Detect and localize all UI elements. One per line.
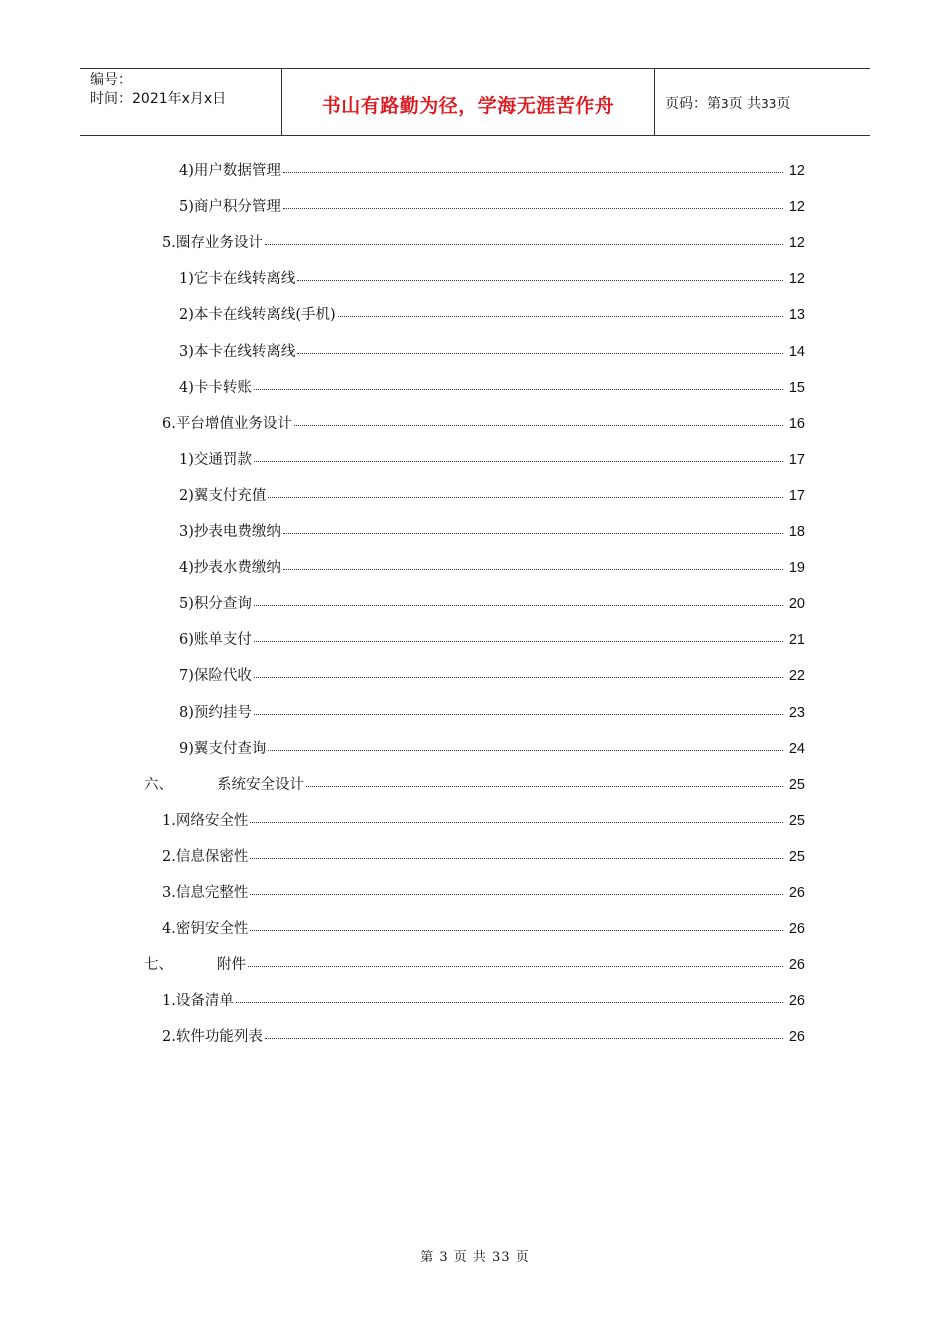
toc-entry[interactable] xyxy=(179,268,805,290)
toc-entry-number: 六、 xyxy=(144,777,173,793)
toc-dot-leader xyxy=(283,207,783,209)
toc-entry-label xyxy=(179,593,252,615)
toc-entry[interactable] xyxy=(179,702,805,724)
toc-entry[interactable] xyxy=(179,593,805,615)
toc-page-number: 13 xyxy=(788,307,805,323)
toc-entry-label xyxy=(179,341,295,363)
header-page-total: 33 xyxy=(761,97,777,111)
toc-entry-label xyxy=(144,954,246,976)
toc-entry-number: 5)积分查询 xyxy=(179,596,252,612)
toc-entry[interactable] xyxy=(162,232,805,254)
toc-entry-number: 1)交通罚款 xyxy=(179,452,252,468)
toc-dot-leader xyxy=(254,604,783,606)
toc-page-number: 12 xyxy=(788,199,805,215)
toc-page-number: 18 xyxy=(788,524,805,540)
toc-entry-number: 1)它卡在线转离线 xyxy=(179,271,296,287)
toc-entry-label xyxy=(179,629,252,651)
toc-entry-label xyxy=(179,449,252,471)
toc-dot-leader xyxy=(338,315,783,317)
toc-page-number: 15 xyxy=(788,380,805,396)
toc-page-number: 20 xyxy=(788,596,805,612)
toc-entry-number: 5.圈存业务设计 xyxy=(162,235,263,251)
toc-entry[interactable] xyxy=(144,774,805,796)
toc-dot-leader xyxy=(297,352,783,354)
toc-entry-number: 1.设备清单 xyxy=(162,993,234,1009)
toc-entry[interactable] xyxy=(162,882,805,904)
toc-page-number: 12 xyxy=(788,235,805,251)
toc-page-number: 25 xyxy=(788,813,805,829)
page-footer: 第 3 页 共 33 页 xyxy=(420,1250,530,1265)
toc-page-number: 26 xyxy=(788,921,805,937)
toc-dot-leader xyxy=(294,424,783,426)
header-page-current: 3 xyxy=(721,97,729,111)
toc-dot-leader xyxy=(268,496,783,498)
toc-dot-leader xyxy=(283,532,783,534)
toc-entry-label xyxy=(179,702,252,724)
toc-entry[interactable] xyxy=(179,521,805,543)
toc-entry-label xyxy=(162,918,248,940)
toc-entry[interactable] xyxy=(144,954,805,976)
toc-page-number: 26 xyxy=(788,1029,805,1045)
toc-page-number: 23 xyxy=(788,705,805,721)
toc-entry-label xyxy=(179,196,281,218)
toc-entry-label xyxy=(179,665,252,687)
toc-dot-leader xyxy=(306,785,783,787)
toc-entry-number: 2)本卡在线转离线(手机) xyxy=(179,307,336,323)
toc-dot-leader xyxy=(265,243,783,245)
toc-entry-label xyxy=(179,160,281,182)
toc-dot-leader xyxy=(268,749,783,751)
toc-page-number: 24 xyxy=(788,741,805,757)
toc-entry-label xyxy=(162,990,234,1012)
header-page-suffix: 页 xyxy=(776,96,791,112)
toc-entry-label xyxy=(162,1026,263,1048)
toc-entry-number: 7)保险代收 xyxy=(179,668,252,684)
toc-entry-number: 4)卡卡转账 xyxy=(179,380,252,396)
toc-dot-leader xyxy=(250,929,783,931)
toc-entry[interactable] xyxy=(179,377,805,399)
toc-entry-label xyxy=(179,521,281,543)
toc-entry-label xyxy=(162,882,248,904)
toc-entry-number: 4)用户数据管理 xyxy=(179,163,281,179)
toc-dot-leader xyxy=(283,171,783,173)
toc-page-number: 26 xyxy=(788,885,805,901)
toc-dot-leader xyxy=(254,713,783,715)
toc-entry-number: 4.密钥安全性 xyxy=(162,921,249,937)
toc-dot-leader xyxy=(236,1001,783,1003)
toc-dot-leader xyxy=(283,568,783,570)
toc-page-number: 21 xyxy=(788,632,805,648)
toc-entry[interactable] xyxy=(179,738,805,760)
toc-dot-leader xyxy=(248,965,783,967)
toc-entry-label xyxy=(162,232,263,254)
toc-entry-label xyxy=(179,377,252,399)
toc-entry[interactable] xyxy=(179,341,805,363)
toc-entry[interactable] xyxy=(179,665,805,687)
toc-entry-number: 6.平台增值业务设计 xyxy=(162,416,292,432)
toc-page-number: 14 xyxy=(788,344,805,360)
toc-entry-number: 2.软件功能列表 xyxy=(162,1029,263,1045)
toc-page-number: 25 xyxy=(788,777,805,793)
toc-dot-leader xyxy=(265,1037,783,1039)
toc-page-number: 25 xyxy=(788,849,805,865)
toc-page-number: 19 xyxy=(788,560,805,576)
toc-entry-number: 5)商户积分管理 xyxy=(179,199,281,215)
toc-entry[interactable] xyxy=(162,918,805,940)
toc-dot-leader xyxy=(254,460,783,462)
toc-entry-number: 2.信息保密性 xyxy=(162,849,249,865)
toc-entry[interactable] xyxy=(162,413,805,435)
toc-entry[interactable] xyxy=(179,160,805,182)
toc-dot-leader xyxy=(250,857,783,859)
toc-dot-leader xyxy=(297,279,783,281)
toc-dot-leader xyxy=(254,388,783,390)
header-number-label: 编号： xyxy=(90,72,132,88)
toc-entry-number: 3)本卡在线转离线 xyxy=(179,344,296,360)
toc-entry-label xyxy=(162,413,292,435)
toc-entry[interactable] xyxy=(179,485,805,507)
toc-entry[interactable] xyxy=(179,629,805,651)
toc-entry-number: 七、 xyxy=(144,957,173,973)
toc-entry-title: 附件 xyxy=(217,957,246,973)
toc-page-number: 12 xyxy=(788,271,805,287)
toc-page-number: 26 xyxy=(788,957,805,973)
toc-entry[interactable] xyxy=(179,304,805,326)
toc-entry-number: 3.信息完整性 xyxy=(162,885,249,901)
toc-entry-label xyxy=(179,268,295,290)
toc-entry[interactable] xyxy=(162,1026,805,1048)
toc-entry[interactable] xyxy=(179,557,805,579)
toc-entry[interactable] xyxy=(162,990,805,1012)
toc-entry-number: 1.网络安全性 xyxy=(162,813,249,829)
toc-page-number: 22 xyxy=(788,668,805,684)
page-header xyxy=(80,68,870,136)
toc-page-number: 12 xyxy=(788,163,805,179)
toc-entry-label xyxy=(179,738,266,760)
toc-page-number: 17 xyxy=(788,452,805,468)
toc-dot-leader xyxy=(254,676,783,678)
toc-entry-number: 9)翼支付查询 xyxy=(179,741,267,757)
header-info xyxy=(80,69,281,135)
toc-entry-label xyxy=(179,485,266,507)
toc-page-number: 16 xyxy=(788,416,805,432)
toc-entry-number: 2)翼支付充值 xyxy=(179,488,267,504)
toc-entry-label xyxy=(179,557,281,579)
toc-page-number: 26 xyxy=(788,993,805,1009)
toc-entry[interactable] xyxy=(179,449,805,471)
toc-entry-number: 8)预约挂号 xyxy=(179,705,252,721)
toc-entry[interactable] xyxy=(162,846,805,868)
header-page-prefix: 页码：第 xyxy=(665,96,721,112)
toc-entry[interactable] xyxy=(179,196,805,218)
header-motto: 书山有路勤为径，学海无涯苦作舟 xyxy=(281,69,655,135)
header-page-info xyxy=(655,69,870,135)
toc-dot-leader xyxy=(250,893,783,895)
toc-entry-number: 4)抄表水费缴纳 xyxy=(179,560,281,576)
header-page-mid: 页 共 xyxy=(728,96,762,112)
toc-dot-leader xyxy=(250,821,783,823)
header-time-label: 时间：2021年x月x日 xyxy=(90,91,227,107)
toc-entry-title: 系统安全设计 xyxy=(217,777,304,793)
toc-entry-label xyxy=(144,774,304,796)
toc-entry[interactable] xyxy=(162,810,805,832)
toc-entry-label xyxy=(162,846,248,868)
toc-page-number: 17 xyxy=(788,488,805,504)
toc-dot-leader xyxy=(254,640,783,642)
toc-entry-label xyxy=(162,810,248,832)
toc-entry-number: 6)账单支付 xyxy=(179,632,252,648)
toc-entry-number: 3)抄表电费缴纳 xyxy=(179,524,281,540)
toc-entry-label xyxy=(179,304,336,326)
